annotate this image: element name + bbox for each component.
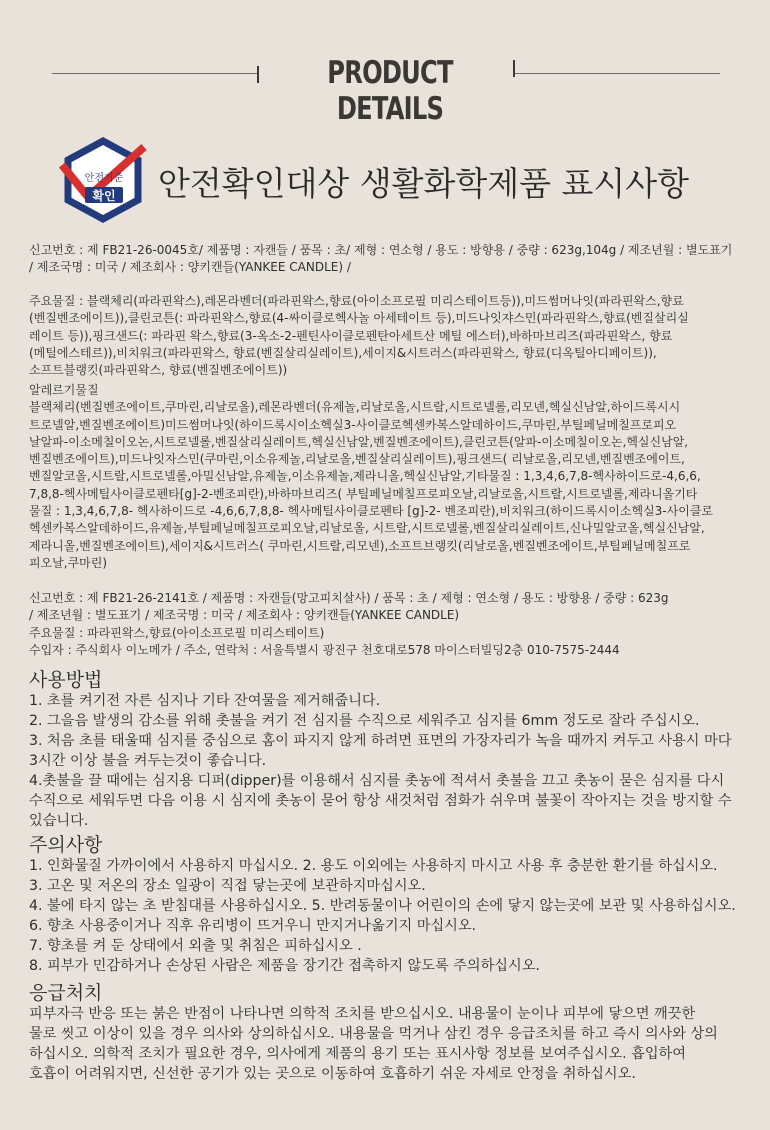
- info-line: 트로넬알,벤질벤조에이트)미드썸머나잇(하이드록시이소헥실3-사이클로헥센카복스알데하이드,쿠마린,부틸페닐메칠프로피오: [29, 417, 677, 432]
- product1-allergens: [29, 382, 751, 572]
- info-line: 헥센카복스알데하이드,유제놀,부틸페닐메칠프로피오날,리날로올, 시트랄,시트로넬롤,벤질살리실레이트,신나밀알코올,헥실신남알,: [29, 521, 705, 536]
- firstaid-line: 하십시오. 의학적 조치가 필요한 경우, 의사에게 제품의 용기 또는 표시사항 정보를 보여주십시오. 흡입하여: [29, 1046, 686, 1062]
- caution-line: 3. 고온 및 저온의 장소 일광이 직접 닿는곳에 보관하지마십시오.: [29, 878, 426, 894]
- label-title: 안전확인대상 생활화학제품 표시사항: [158, 164, 690, 203]
- info-line: 신고번호 : 제 FB21-26-2141호 / 제품명 : 자캔들(망고피치살사) / 품목 : 초 / 제형 : 연소형 / 용도 : 방향용 / 중량 : 623g: [29, 591, 669, 605]
- info-line: 신고번호 : 제 FB21-26-0045호/ 제품명 : 자캔들 / 품목 : 초/ 제형 : 연소형 / 용도 : 방향용 / 중량 : 623g,104g / 제조년월 : 별도표기: [29, 243, 733, 257]
- info-line: / 제조국명 : 미국 / 제조회사 : 양키캔들(YANKEE CANDLE) /: [29, 260, 351, 275]
- usage-line: 4.촛불을 끌 때에는 심지용 디퍼(dipper)를 이용해서 심지를 촛농에 적셔서 촛불을 끄고 촛농이 묻은 심지를 다시: [29, 773, 725, 789]
- product2-info: [29, 590, 751, 659]
- info-line: 7,8,8-헥사메틸사이클로펜타[g]-2-벤조피란),바하마브리즈( 부틸페닐메칠프로피오날,리날로올,시트랄,시트로넬롤,제라니올기타: [29, 486, 698, 501]
- info-line: 벤질알코올,시트랄,시트로넬롤,아밀신남알,유제놀,이소유제놀,제라니올,헥실신남알,기타물질 : 1,3,4,6,7,8-헥사하이드로-4,6,6,: [29, 469, 701, 484]
- info-line: 주요물질 : 블랙체리(파라핀왁스),레몬라벤더(파라핀왁스,향료(아이소프로필 미리스테이트등)),미드썸머나잇(파라핀왁스,향료: [29, 294, 684, 308]
- product1-info: [29, 242, 751, 277]
- info-line: 수입자 : 주식회사 이노메가 / 주소, 연락처 : 서울특별시 광진구 천호대로578 마이스터빌딩2층 010-7575-2444: [29, 642, 620, 657]
- info-line: / 제조년월 : 별도표기 / 제조국명 : 미국 / 제조회사 : 양키캔들(YANKEE CANDLE): [29, 608, 460, 623]
- firstaid-title: 응급처치: [29, 982, 103, 1004]
- header-line-left: [52, 73, 257, 74]
- firstaid-body: [29, 1004, 754, 1084]
- firstaid-line: 물로 씻고 이상이 있을 경우 의사와 상의하십시오. 내용물을 먹거나 삼킨 경우 응급조치를 하고 즉시 의사와 상의: [29, 1026, 718, 1042]
- firstaid-line: 피부자극 반응 또는 붉은 반점이 나타나면 의학적 조치를 받으십시오. 내용물이 눈이나 피부에 닿으면 깨끗한: [29, 1006, 696, 1022]
- usage-line: 3. 처음 초를 태울때 심지를 중심으로 홈이 파지지 않게 하려면 표면의 가장자리가 녹을 때까지 켜두고 사용시 마다: [29, 733, 732, 749]
- usage-line: 수직으로 세워두면 다음 이용 시 심지에 촛농이 묻어 항상 새것처럼 점화가 쉬우며 불꽃이 작아지는 것을 방지할 수: [29, 793, 732, 809]
- info-line: 소프트블랭킷(파라핀왁스, 향료(벤질벤조에이트)): [29, 363, 288, 378]
- info-line: 제라니올,벤질벤조에이트),세이지&시트러스( 쿠마린,시트랄,리모넨),소프트브랭킷(리날로올,벤질벤조에이트,부틸페닐메칠프로: [29, 538, 691, 553]
- header-line-right: [515, 73, 720, 74]
- info-line: 알레르기물질: [29, 383, 99, 397]
- usage-line: 3시간 이상 불을 켜두는것이 좋습니다.: [29, 753, 267, 769]
- usage-body: [29, 691, 754, 831]
- info-line: 날알파-이소메칠이오논,시트로넬롤,벤질살리실레이트,헥실신남알,벤질벤조에이트),클린코튼(알파-이소메칠이오논,헥실신남알,: [29, 434, 689, 449]
- info-line: (벤질벤조에이트)),클린코튼(: 파라핀왁스,향료(4-싸이클로헥사놀 아세테이트 등),미드나잇쟈스민(파라핀왁스,향료(벤질살리실: [29, 311, 689, 326]
- caution-line: 1. 인화물질 가까이에서 사용하지 마십시오. 2. 용도 이외에는 사용하지 마시고 사용 후 충분한 환기를 하십시오.: [29, 858, 718, 874]
- caution-line: 4. 불에 타지 않는 초 받침대를 사용하십시오. 5. 반려동물이나 어린이의 손에 닿지 않는곳에 보관 및 사용하십시오.: [29, 898, 736, 914]
- product1-main-substances: [29, 293, 751, 379]
- caution-title: 주의사항: [29, 834, 103, 856]
- info-line: 주요물질 : 파라핀왁스,향료(아이소프로필 미리스테이트): [29, 625, 325, 640]
- info-line: (메틸에스테르)),비치워크(파라핀왁스, 향료(벤질살리실레이트),세이지&시트러스(파라핀왁스, 향료(디옥틸아디페이트)),: [29, 345, 657, 360]
- header-tick-right: [513, 60, 515, 77]
- caution-line: 7. 향초를 켜 둔 상태에서 외출 및 취침은 피하십시오 .: [29, 938, 362, 954]
- logo-bottom-text: 확인: [92, 189, 116, 203]
- caution-body: [29, 856, 754, 976]
- usage-line: 2. 그을음 발생의 감소를 위해 촛불을 켜기 전 심지를 수직으로 세워주고 심지를 6mm 정도로 잘라 주십시오.: [29, 713, 700, 729]
- info-line: 피오날,쿠마린): [29, 555, 108, 570]
- firstaid-line: 호흡이 어려워지면, 신선한 공기가 있는 곳으로 이동하여 호흡하기 쉬운 자세로 안정을 취하십시오.: [29, 1066, 636, 1082]
- caution-line: 6. 향초 사용중이거나 직후 유리병이 뜨거우니 만지거나옮기지 마십시오.: [29, 918, 477, 934]
- usage-line: 있습니다.: [29, 813, 89, 829]
- page-title: PRODUCT DETAILS: [327, 55, 453, 127]
- logo-top-text: 안전기준: [84, 173, 124, 184]
- header-tick-left: [257, 66, 259, 83]
- info-line: 레이트 등)),핑크샌드(: 파라핀 왁스,향료(3-옥소-2-펜틴사이클로펜탄아세트산 메틸 에스터),바하마브리즈(파라핀왁스, 향료: [29, 328, 673, 343]
- section-header: [0, 55, 770, 127]
- usage-title: 사용방법: [29, 669, 103, 691]
- info-line: 물질 : 1,3,4,6,7,8- 헥사하이드로 -4,6,6,7,8,8- 헥사메틸사이클로펜타 [g]-2- 벤조피란),비치워크(하이드록시이소헥실3-사이클로: [29, 504, 714, 519]
- info-line: 블랙체리(벤질벤조에이트,쿠마린,리날로올),레몬라벤더(유제놀,리날로올,시트랄,시트로넬롤,리모넨,헥실신남알,하이드록시시: [29, 400, 681, 415]
- caution-line: 8. 피부가 민감하거나 손상된 사람은 제품을 장기간 접촉하지 않도록 주의하십시오.: [29, 958, 540, 974]
- safety-check-logo: [58, 135, 148, 225]
- usage-line: 1. 초를 켜기전 자른 심지나 기타 잔여물을 제거해줍니다.: [29, 693, 381, 709]
- info-line: 벤질벤조에이트),미드나잇자스민(쿠마린,이소유제놀,리날로올,벤질살리실레이트),핑크샌드( 리날로올,리모넨,벤질벤조에이트,: [29, 452, 685, 467]
